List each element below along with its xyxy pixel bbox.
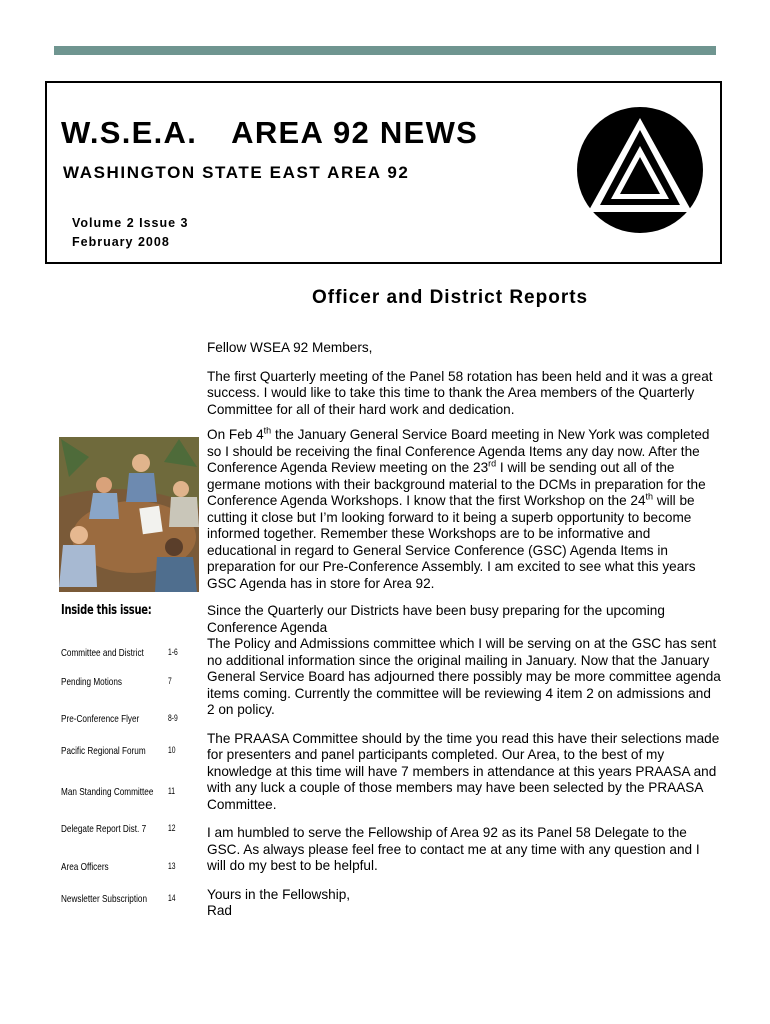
toc-item-label: Pre-Conference Flyer: [61, 713, 140, 725]
toc-item: [61, 676, 191, 690]
toc-title: Inside this issue:: [61, 603, 152, 618]
paragraph-5: The PRAASA Committee should by the time you read this have their selections made for presenters and panel participants completed. Our Area, to the best of my knowledge at this time will have 7 members in attendance at this years PRAASA and with any luck a couple of those members may have been selected by the PRAASA Committee.: [207, 730, 720, 812]
toc-item-page: 8-9: [168, 713, 178, 723]
toc-item-label: Committee and District: [61, 647, 144, 659]
meeting-clipart-icon: [59, 437, 199, 592]
newsletter-title: [61, 115, 478, 151]
toc-item-label: Newsletter Subscription: [61, 893, 148, 905]
greeting: Fellow WSEA 92 Members,: [207, 340, 373, 355]
toc-item-page: 7: [168, 676, 172, 686]
toc-item-label: Pending Motions: [61, 676, 123, 688]
volume-issue: Volume 2 Issue 3: [72, 216, 189, 230]
p2-sup-1: th: [263, 425, 272, 436]
toc-item-label: Pacific Regional Forum: [61, 745, 146, 757]
toc-item-label: Delegate Report Dist. 7: [61, 823, 147, 835]
paragraph-6: I am humbled to serve the Fellowship of Area 92 as its Panel 58 Delegate to the GSC. As always please feel free to contact me at any time with any question and I will do my best to be helpful.: [207, 825, 700, 873]
newsletter-subtitle: WASHINGTON STATE EAST AREA 92: [63, 163, 410, 182]
toc-item-page: 12: [168, 823, 176, 833]
toc-item: [61, 786, 191, 800]
issue-info: [72, 214, 189, 252]
toc-item-page: 10: [168, 745, 176, 755]
masthead: [45, 81, 722, 264]
toc-item-label: Area Officers: [61, 861, 109, 873]
toc-item: [61, 861, 191, 875]
p2-sup-3: th: [645, 491, 654, 502]
p2-text-d: will be cutting it close but I’m looking forward to it being a superb opportunity to become informed together. Remember these Workshops are to be informative and educational in regard to General Service Conference (GSC) Agenda Items in preparation for our Pre-Conference Assembly. I am excited to see what this years GSC Agenda has in store for Area 92.: [207, 493, 696, 591]
paragraph-2: [207, 427, 721, 592]
toc-item-page: 14: [168, 893, 176, 903]
paragraph-3: Since the Quarterly our Districts have been busy preparing for the upcoming Conference Agenda: [207, 603, 665, 635]
p2-text-b: the January General Service Board meeting in New York was completed so I should be receiving the final Conference Agenda Items any day now. After the Conference Agenda Review meeting on the 23: [207, 427, 710, 475]
signature: Rad: [207, 903, 232, 918]
toc-item-page: 13: [168, 861, 176, 871]
toc-item-page: 11: [168, 786, 176, 796]
section-heading: Officer and District Reports: [312, 287, 589, 308]
toc-item-label: Man Standing Committee: [61, 786, 154, 798]
paragraph-4: The Policy and Admissions committee which I will be serving on at the GSC has sent no additional information since the original mailing in January. Now that the January General Service Board has adjourned there possibly may be more committee agenda items coming. Currently the committee will be reviewing 4 item 2 on admissions and 2 on policy.: [207, 636, 721, 717]
toc-item: [61, 713, 191, 727]
toc-item-page: 1-6: [168, 647, 178, 657]
circle-triangle-icon: [576, 106, 704, 234]
title-org: W.S.E.A.: [61, 115, 198, 150]
delegate-letter: [207, 340, 721, 920]
toc-item: [61, 745, 191, 759]
top-rule-bar: [54, 46, 716, 55]
issue-date: February 2008: [72, 235, 170, 249]
closing: Yours in the Fellowship,: [207, 886, 351, 902]
p2-sup-2: rd: [488, 458, 497, 469]
toc-item: [61, 647, 191, 661]
p2-text-c: I will be sending out all of the germane motions with their background material to the DCMs in preparation for the Conference Agenda Workshops. I know that the first Workshop on the 24: [207, 460, 706, 508]
title-news: AREA 92 NEWS: [231, 115, 479, 150]
toc-item: [61, 823, 191, 837]
paragraph-1: The first Quarterly meeting of the Panel 58 rotation has been held and it was a great success. I would like to take this time to thank the Area members of the Quarterly Committee for all of their hard work and dedication.: [207, 368, 713, 417]
toc-item: [61, 893, 191, 907]
p2-text-a: On Feb 4: [207, 427, 264, 442]
